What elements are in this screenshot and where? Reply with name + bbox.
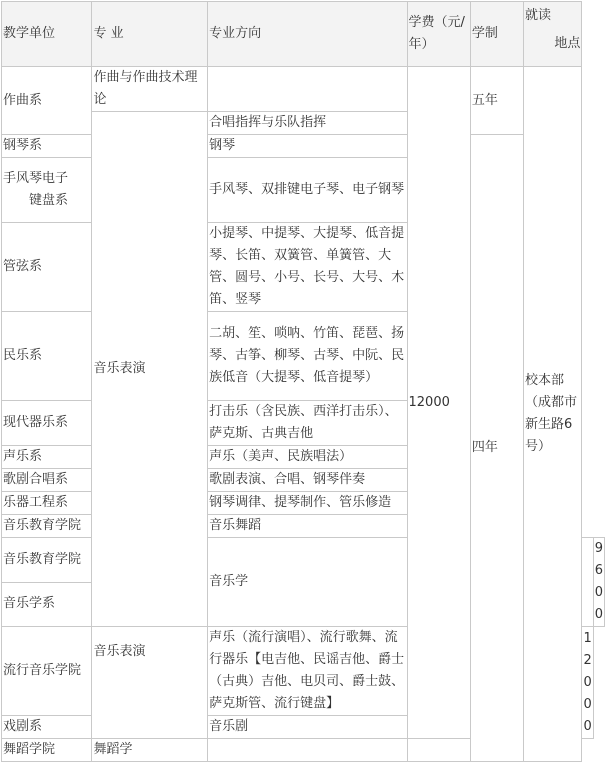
header-fee: 学费（元/年） <box>407 2 470 67</box>
direction-cell: 歌剧表演、合唱、钢琴伴奏 <box>208 469 407 492</box>
unit-cell: 歌剧合唱系 <box>2 469 92 492</box>
unit-cell: 音乐教育学院 <box>2 538 92 583</box>
header-major: 专 业 <box>92 2 208 67</box>
direction-cell: 音乐剧 <box>208 716 407 739</box>
direction-cell <box>208 739 407 762</box>
major-cell: 作曲与作曲技术理论 <box>92 67 208 112</box>
unit-cell: 声乐系 <box>2 446 92 469</box>
table-row <box>2 67 605 112</box>
header-row <box>2 2 605 67</box>
direction-cell: 手风琴、双排键电子琴、电子钢琴 <box>208 158 407 223</box>
direction-cell: 二胡、笙、唢呐、竹笛、琵琶、扬琴、古筝、柳琴、古琴、中阮、民族低音（大提琴、低音提琴） <box>208 312 407 401</box>
campus-cell: 校本部（成都市新生路6号） <box>523 67 581 762</box>
unit-cell: 作曲系 <box>2 67 92 135</box>
unit-cell: 音乐教育学院 <box>2 515 92 538</box>
fee-cell <box>407 739 470 762</box>
major-cell: 舞蹈学 <box>92 739 208 762</box>
direction-cell: 打击乐（含民族、西洋打击乐）、萨克斯、古典吉他 <box>208 401 407 446</box>
fee-cell: 12000 <box>407 67 470 739</box>
major-cell: 音乐表演 <box>92 627 208 739</box>
unit-cell: 民乐系 <box>2 312 92 401</box>
unit-cell: 流行音乐学院 <box>2 627 92 716</box>
direction-cell: 钢琴调律、提琴制作、管乐修造 <box>208 492 407 515</box>
direction-cell <box>208 67 407 112</box>
header-campus-line1: 就读 <box>524 8 551 23</box>
fee-cell: 12000 <box>582 627 593 739</box>
length-cell: 四年 <box>470 135 523 762</box>
direction-cell: 音乐舞蹈 <box>208 515 407 538</box>
direction-cell: 声乐（流行演唱）、流行歌舞、流行器乐【电吉他、民谣吉他、爵士（古典）吉他、电贝司、爵士鼓、萨克斯管、流行键盘】 <box>208 627 407 716</box>
direction-cell: 合唱指挥与乐队指挥 <box>208 112 407 135</box>
header-unit: 教学单位 <box>2 2 92 67</box>
unit-cell: 现代器乐系 <box>2 401 92 446</box>
unit-cell: 乐器工程系 <box>2 492 92 515</box>
header-campus <box>523 2 581 67</box>
length-cell: 五年 <box>470 67 523 135</box>
unit-cell <box>2 158 92 223</box>
header-campus-line2: 地点 <box>554 36 581 51</box>
fee-cell: 9600 <box>593 538 604 627</box>
header-length: 学制 <box>470 2 523 67</box>
unit-line2: 键盘系 <box>29 193 69 208</box>
direction-cell: 钢琴 <box>208 135 407 158</box>
direction-cell: 小提琴、中提琴、大提琴、低音提琴、长笛、双簧管、单簧管、大管、圆号、小号、长号、大号、木笛、竖琴 <box>208 223 407 312</box>
major-cell: 音乐表演 <box>92 112 208 627</box>
unit-cell: 音乐学系 <box>2 582 92 627</box>
unit-cell: 管弦系 <box>2 223 92 312</box>
unit-cell: 钢琴系 <box>2 135 92 158</box>
admissions-table <box>1 1 605 762</box>
direction-cell: 声乐（美声、民族唱法） <box>208 446 407 469</box>
direction-cell <box>582 538 593 627</box>
header-direction: 专业方向 <box>208 2 407 67</box>
unit-cell: 舞蹈学院 <box>2 739 92 762</box>
unit-line1: 手风琴电子 <box>3 171 69 186</box>
unit-cell: 戏剧系 <box>2 716 92 739</box>
major-cell: 音乐学 <box>208 538 407 627</box>
